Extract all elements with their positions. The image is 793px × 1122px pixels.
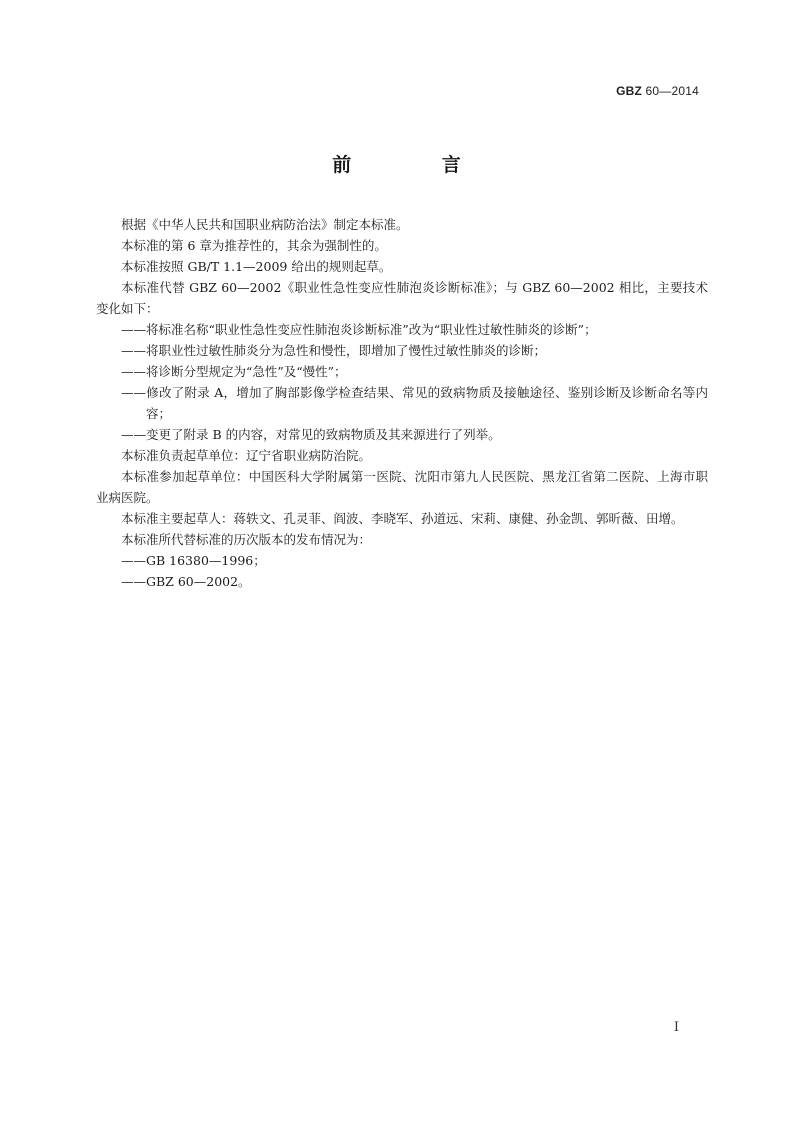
- paragraph-participating-units: 本标准参加起草单位：中国医科大学附属第一医院、沈阳市第九人民医院、黑龙江省第二医院、上海市职业病医院。: [96, 469, 708, 505]
- page-number: I: [673, 1020, 679, 1035]
- page-title: 前 言: [332, 154, 503, 176]
- change-item: ——变更了附录 B 的内容，对常见的致病物质及其来源进行了列举。: [121, 427, 501, 442]
- paragraph-chapter-nature: 本标准的第 6 章为推荐性的，其余为强制性的。: [121, 238, 387, 253]
- paragraph-drafting-rules: 本标准按照 GB/T 1.1—2009 给出的规则起草。: [121, 259, 392, 274]
- history-item: ——GBZ 60—2002。: [121, 574, 251, 589]
- paragraph-legal-basis: 根据《中华人民共和国职业病防治法》制定本标准。: [121, 217, 409, 232]
- paragraph-replacement: 本标准代替 GBZ 60—2002《职业性急性变应性肺泡炎诊断标准》；与 GBZ 60—2002 相比，主要技术变化如下：: [96, 280, 708, 316]
- change-item: ——将职业性过敏性肺炎分为急性和慢性，即增加了慢性过敏性肺炎的诊断；: [121, 343, 547, 358]
- paragraph-responsible-unit: 本标准负责起草单位：辽宁省职业病防治院。: [121, 448, 372, 463]
- history-item: ——GB 16380—1996；: [121, 553, 266, 568]
- paragraph-drafters: 本标准主要起草人：蒋轶文、孔灵菲、阎波、李晓军、孙道远、宋莉、康健、孙金凯、郭昕薇、田增。: [121, 511, 684, 526]
- paragraph-history-intro: 本标准所代替标准的历次版本的发布情况为：: [121, 532, 372, 547]
- change-item: ——修改了附录 A，增加了胸部影像学检查结果、常见的致病物质及接触途径、鉴别诊断及诊断命名等内容；: [121, 385, 708, 421]
- change-item: ——将标准名称“职业性急性变应性肺泡炎诊断标准”改为“职业性过敏性肺炎的诊断”；: [121, 322, 597, 337]
- standard-code-suffix: 60—2014: [642, 84, 699, 98]
- standard-code-prefix: GBZ: [616, 84, 643, 98]
- foreword-body: [96, 214, 708, 592]
- standard-code: [616, 84, 699, 98]
- change-item: ——将诊断分型规定为“急性”及“慢性”；: [121, 364, 347, 379]
